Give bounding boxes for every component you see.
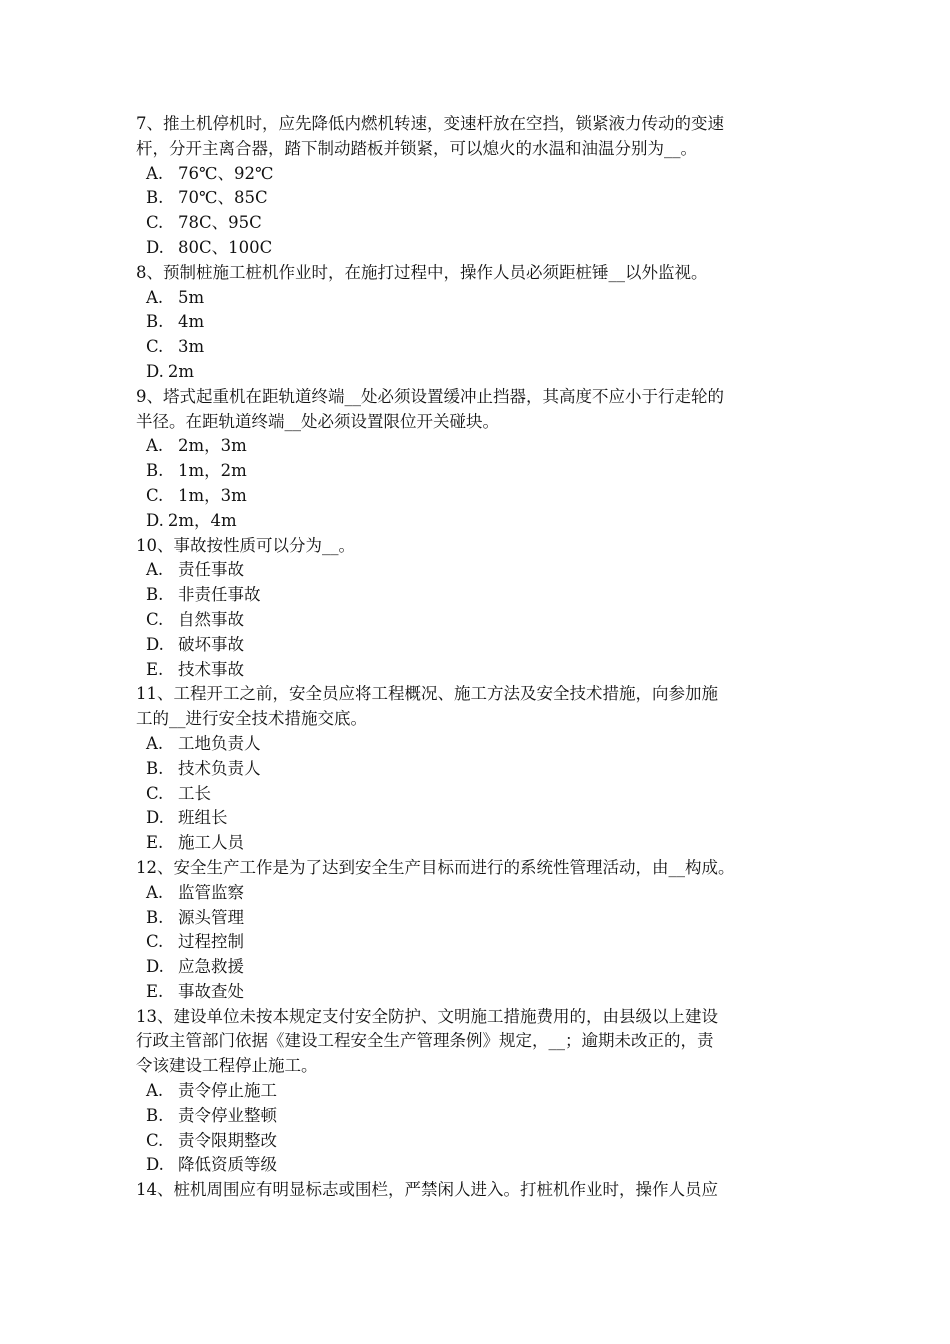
option-text: 非责任事故 <box>178 585 261 605</box>
option-text: 76℃、92℃ <box>178 163 274 183</box>
option-label: D. <box>146 808 164 828</box>
option-label: C. <box>146 1130 164 1150</box>
option-text: 2m <box>167 361 195 381</box>
option-item <box>136 633 826 658</box>
question-block <box>136 261 826 385</box>
option-label: C. <box>146 783 164 803</box>
option-label: D. <box>146 634 164 654</box>
question-list <box>136 112 826 1203</box>
question-stem-line: 杆，分开主离合器，踏下制动踏板并锁紧，可以熄火的水温和油温分别为__。 <box>136 138 697 158</box>
question-stem-line: 7、推土机停机时，应先降低内燃机转速，变速杆放在空挡，锁紧液力传动的变速 <box>136 114 724 133</box>
question-stem-line: 13、建设单位未按本规定支付安全防护、文明施工措施费用的，由县级以上建设 <box>136 1006 718 1026</box>
option-item <box>136 782 826 807</box>
option-text: 技术负责人 <box>178 758 261 778</box>
question-block <box>136 534 826 683</box>
option-label: D. <box>146 237 164 257</box>
option-label: E. <box>146 981 164 1001</box>
option-item <box>136 286 826 311</box>
option-label: A. <box>146 560 164 580</box>
question-stem-line: 8、预制桩施工桩机作业时，在施打过程中，操作人员必须距桩锤__以外监视。 <box>136 262 708 282</box>
question-block <box>136 856 826 1005</box>
option-item <box>136 831 826 856</box>
option-text: 技术事故 <box>178 659 244 679</box>
option-text: 1m，2m <box>178 461 247 481</box>
option-label: A. <box>146 733 164 753</box>
option-item <box>136 1104 826 1129</box>
option-text: 工地负责人 <box>178 733 261 753</box>
option-text: 4m <box>178 312 205 332</box>
option-text: 应急救援 <box>178 957 244 977</box>
question-block <box>136 112 826 261</box>
option-label: A. <box>146 882 164 902</box>
option-item <box>136 335 826 360</box>
option-label: B. <box>146 585 164 605</box>
option-item <box>136 162 826 187</box>
option-item <box>136 930 826 955</box>
option-item <box>136 186 826 211</box>
option-text: 3m <box>178 337 205 357</box>
option-item <box>136 509 826 534</box>
option-item <box>136 980 826 1005</box>
option-item <box>136 608 826 633</box>
option-text: 78C、95C <box>178 213 262 233</box>
option-item <box>136 558 826 583</box>
option-label: B. <box>146 188 164 208</box>
question-stem-line: 9、塔式起重机在距轨道终端__处必须设置缓冲止挡器，其高度不应小于行走轮的 <box>136 386 724 406</box>
option-item <box>136 732 826 757</box>
option-item <box>136 236 826 261</box>
option-text: 自然事故 <box>178 609 244 629</box>
option-label: C. <box>146 932 164 952</box>
option-text: 责令限期整改 <box>178 1130 277 1150</box>
option-text: 70℃、85C <box>178 188 268 208</box>
option-label: C. <box>146 213 164 233</box>
option-label: B. <box>146 907 164 927</box>
question-stem-line: 11、工程开工之前，安全员应将工程概况、施工方法及安全技术措施，向参加施 <box>136 684 718 704</box>
option-text: 事故查处 <box>178 981 244 1001</box>
option-label: C. <box>146 337 164 357</box>
option-item <box>136 906 826 931</box>
option-text: 源头管理 <box>178 907 244 927</box>
option-text: 2m，4m <box>167 510 237 530</box>
option-label: A. <box>146 163 164 183</box>
option-label: D. <box>146 1155 164 1175</box>
question-stem-line: 令该建设工程停止施工。 <box>136 1056 318 1076</box>
option-label: A. <box>146 436 164 456</box>
option-item <box>136 360 826 385</box>
option-text: 责令停业整顿 <box>178 1105 277 1125</box>
option-label: C. <box>146 609 164 629</box>
option-text: 降低资质等级 <box>178 1155 277 1175</box>
option-label: E. <box>146 659 164 679</box>
option-label: D. <box>146 510 164 530</box>
option-label: D. <box>146 361 164 381</box>
option-text: 班组长 <box>178 808 228 828</box>
option-label: A. <box>146 287 164 307</box>
question-block <box>136 1178 826 1203</box>
question-stem-line: 工的__进行安全技术措施交底。 <box>136 709 367 729</box>
option-text: 责任事故 <box>178 560 244 580</box>
option-label: A. <box>146 1081 164 1101</box>
option-text: 80C、100C <box>178 237 273 257</box>
option-text: 5m <box>178 287 205 307</box>
option-text: 施工人员 <box>178 833 244 853</box>
option-label: B. <box>146 312 164 332</box>
option-text: 1m，3m <box>178 485 247 505</box>
option-item <box>136 211 826 236</box>
question-stem-line: 14、桩机周围应有明显标志或围栏，严禁闲人进入。打桩机作业时，操作人员应 <box>136 1180 718 1200</box>
option-label: C. <box>146 485 164 505</box>
question-block <box>136 385 826 534</box>
option-text: 过程控制 <box>178 932 244 952</box>
option-item <box>136 955 826 980</box>
option-item <box>136 881 826 906</box>
question-stem-line: 10、事故按性质可以分为__。 <box>136 535 355 555</box>
option-text: 监管监察 <box>178 882 244 902</box>
option-text: 2m，3m <box>178 436 247 456</box>
option-label: B. <box>146 461 164 481</box>
option-text: 工长 <box>178 783 211 803</box>
option-label: B. <box>146 1105 164 1125</box>
option-item <box>136 310 826 335</box>
question-stem-line: 12、安全生产工作是为了达到安全生产目标而进行的系统性管理活动，由__构成。 <box>136 857 735 877</box>
question-stem-line: 半径。在距轨道终端__处必须设置限位开关碰块。 <box>136 411 499 431</box>
option-item <box>136 459 826 484</box>
question-block <box>136 1005 826 1179</box>
option-item <box>136 757 826 782</box>
option-label: E. <box>146 833 164 853</box>
option-label: D. <box>146 957 164 977</box>
question-stem-line: 行政主管部门依据《建设工程安全生产管理条例》规定，__；逾期未改正的，责 <box>136 1031 714 1051</box>
option-item <box>136 1079 826 1104</box>
option-text: 破坏事故 <box>178 634 244 654</box>
option-item <box>136 658 826 683</box>
option-item <box>136 434 826 459</box>
option-item <box>136 806 826 831</box>
option-item <box>136 1153 826 1178</box>
option-item <box>136 583 826 608</box>
question-block <box>136 682 826 856</box>
option-text: 责令停止施工 <box>178 1081 277 1101</box>
option-item <box>136 484 826 509</box>
option-item <box>136 1129 826 1154</box>
option-label: B. <box>146 758 164 778</box>
